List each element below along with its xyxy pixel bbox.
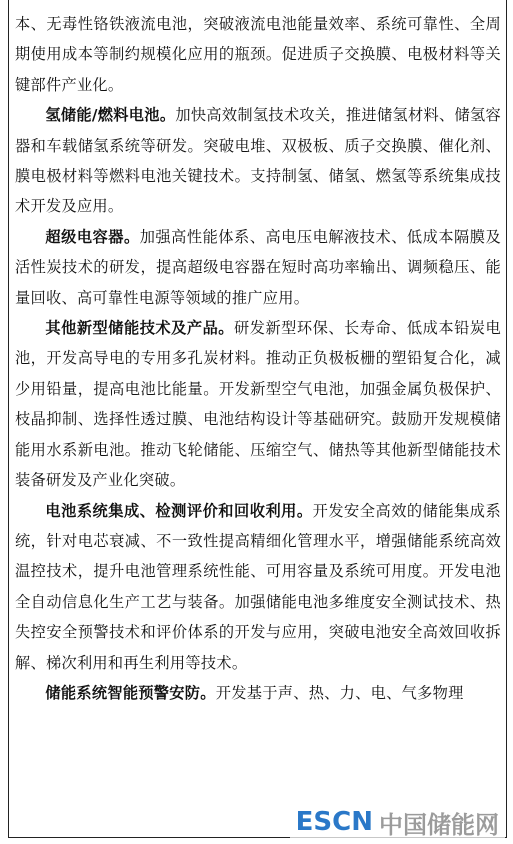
paragraph-other-storage xyxy=(15,313,501,495)
paragraph-body: 开发基于声、热、力、电、气多物理 xyxy=(215,683,464,702)
paragraph-heading: 氢储能/燃料电池。 xyxy=(45,106,176,125)
paragraph-heading: 其他新型储能技术及产品。 xyxy=(45,319,235,338)
paragraph-body: 加快高效制氢技术攻关，推进储氢材料、储氢容器和车载储氢系统等研发。突破电堆、双极板、质子交换膜、催化剂、膜电极材料等燃料电池关键技术。支持制氢、储氢、燃氢等系统集成技术开发及应用。 xyxy=(15,106,501,216)
paragraph-continued xyxy=(15,9,501,100)
escn-logo: ESCN xyxy=(295,807,373,837)
paragraph-body: 研发新型环保、长寿命、低成本铅炭电池，开发高导电的专用多孔炭材料。推动正负极板栅的塑铅复合化，减少用铅量，提高电池比能量。开发新型空气电池，加强金属负极保护、枝晶抑制、选择性透过膜、电池结构设计等基础研究。鼓励开发规模储能用水系新电池。推动飞轮储能、压缩空气、储热等其他新型储能技术装备研发及产业化突破。 xyxy=(15,319,501,490)
paragraph-body: 本、无毒性铬铁液流电池，突破液流电池能量效率、系统可靠性、全周期使用成本等制约规模化应用的瓶颈。促进质子交换膜、电极材料等关键部件产业化。 xyxy=(15,15,501,94)
document-body xyxy=(15,9,501,708)
paragraph-supercapacitor xyxy=(15,222,501,313)
paragraph-smart-warning xyxy=(15,678,501,708)
paragraph-heading: 电池系统集成、检测评价和回收利用。 xyxy=(45,501,313,520)
watermark-site-name: 中国储能网 xyxy=(379,810,499,839)
paragraph-hydrogen-fuel-cell xyxy=(15,100,501,222)
paragraph-heading: 超级电容器。 xyxy=(45,227,140,246)
paragraph-body: 开发安全高效的储能集成系统，针对电芯衰减、不一致性提高精细化管理水平，增强储能系统高效温控技术，提升电池管理系统性能、可用容量及系统可用度。开发电池全自动信息化生产工艺与装备。加强储能电池多维度安全测试技术、热失控安全预警技术和评价体系的开发与应用，突破电池安全高效回收拆解、梯次利用和再生利用等技术。 xyxy=(15,501,501,672)
paragraph-battery-integration xyxy=(15,496,501,678)
watermark xyxy=(290,806,505,838)
paragraph-body: 加强高性能体系、高电压电解液技术、低成本隔膜及活性炭技术的研发，提高超级电容器在短时高功率输出、调频稳压、能量回收、高可靠性电源等领域的推广应用。 xyxy=(15,227,501,307)
paragraph-heading: 储能系统智能预警安防。 xyxy=(45,683,216,702)
